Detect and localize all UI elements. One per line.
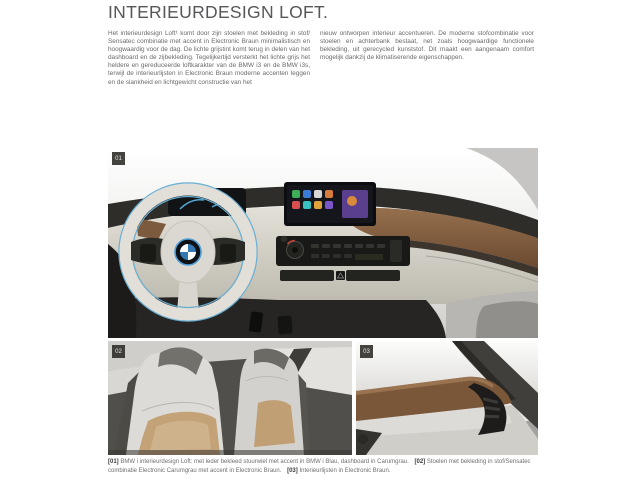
pedal	[277, 316, 292, 335]
caption-text-02: Stoelen met bekleding in stof/Sensatec combinatie Electronic Carumgrau met accent in Electronic Braun.	[108, 459, 531, 474]
caption-marker-01: [01]	[108, 459, 119, 465]
page-title: INTERIEURDESIGN LOFT.	[108, 2, 329, 22]
floor-shadow	[108, 450, 352, 455]
caption-marker-03: [03]	[287, 467, 298, 474]
speaker	[358, 434, 368, 444]
figure-dashboard	[108, 148, 538, 338]
caption	[108, 458, 538, 475]
figure-seats	[108, 341, 352, 455]
bmw-roundel	[175, 239, 201, 265]
seat-edge	[476, 301, 538, 338]
caption-text-01: BMW i interieurdesign Loft: met leder bekleed stuurwiel met accent in BMW i Blau, dashboard in Carumgrau.	[120, 459, 409, 465]
caption-text-03: Interieurlijsten in Electronic Braun.	[299, 467, 391, 474]
seats-photo	[108, 341, 352, 455]
intro-column-2: nieuw ontworpen interieur accentueren. De moderne stofcombinatie voor stoelen en achterbank bestaat, net zoals hoogwaardige functionele bekleding, uit gerecycled kunststof. Dit maakt een aangenaam comfort mogelijk dankzij de klimatiserende eigenschappen.	[320, 30, 534, 62]
climate-controls	[276, 236, 410, 266]
infotainment-screen	[284, 182, 376, 226]
intro-column-1: Het interieurdesign Loft¹ komt door zijn stoelen met bekleding in stof/ Sensatec combinatie met accent in Electronic Braun minimalistisch en hoogwaardig voor de dag. De lichte grijstint komt terug in delen van het dashboard en de zijbekleding. Tegelijkertijd versterkt het lichte grijs het heldere en gereduceerde loftkarakter van de BMW i3 en de BMW i3s, terwijl de interieurlijsten in Electronic Braun moderne accenten leggen en de slankheid en lichtgewicht constructie van het	[108, 30, 310, 86]
intro-text	[108, 30, 538, 87]
caption-marker-02: [02]	[414, 459, 426, 465]
figure-label-02: 02	[112, 345, 125, 358]
figure-trim	[356, 341, 538, 455]
figure-label-03: 03	[360, 345, 373, 358]
trim-photo	[356, 341, 538, 455]
dashboard-photo	[108, 148, 538, 338]
air-vents	[280, 270, 400, 281]
figure-label-01: 01	[112, 152, 125, 165]
